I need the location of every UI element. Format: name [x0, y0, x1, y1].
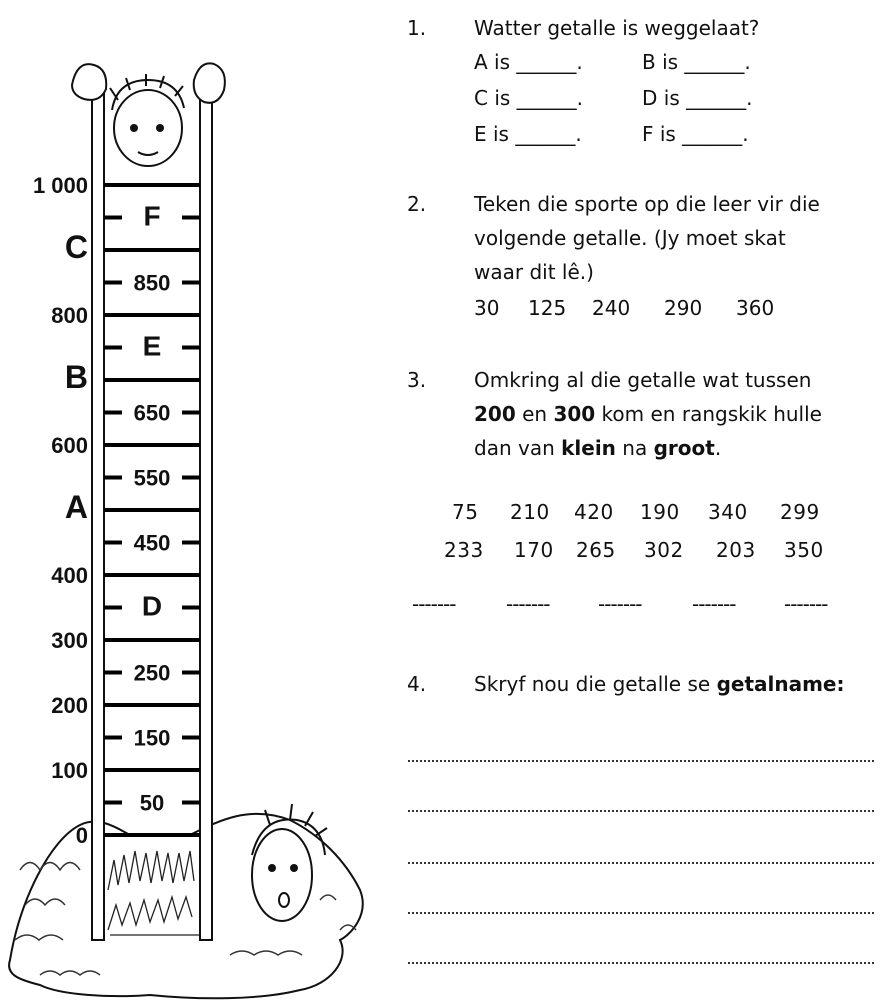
q3-answer-blank: ------- — [506, 592, 550, 616]
ground-outline — [9, 814, 363, 998]
q3-answer-blank: ------- — [692, 592, 736, 616]
q2-number-1: 30 — [474, 296, 500, 320]
rung-label: 450 — [133, 530, 171, 556]
q3-bold-groot: groot — [653, 436, 715, 460]
q2-line-2: volgende getalle. (Jy moet skat — [474, 226, 786, 250]
q4-text-plain: Skryf nou die getalle se — [474, 672, 717, 696]
left-scale-label: 800 — [51, 303, 88, 328]
q1-blank-b: B is ______. — [642, 50, 751, 74]
q3-row1-num: 75 — [452, 500, 479, 524]
q2-line-1: Teken die sporte op die leer vir die — [474, 192, 820, 216]
q3-row1-num: 340 — [708, 500, 748, 524]
rung-label: D — [141, 590, 163, 622]
ladder-left-rail — [92, 80, 104, 940]
rung-label: 550 — [133, 465, 171, 491]
q4-number: 4. — [407, 672, 427, 696]
rung-label: 650 — [133, 400, 171, 426]
q3-row2-num: 265 — [576, 538, 616, 562]
q2-number-4: 290 — [664, 296, 703, 320]
rung-label: E — [142, 330, 162, 362]
q3-bold-klein: klein — [561, 436, 616, 460]
top-face-eye-left — [130, 124, 138, 132]
q3-text-period: . — [714, 436, 722, 460]
rung-label: 50 — [139, 790, 165, 816]
q3-row2-num: 233 — [444, 538, 484, 562]
left-hand — [72, 64, 106, 100]
left-scale-label: C — [64, 229, 88, 265]
left-scale-label: 100 — [51, 758, 88, 783]
q1-blank-a: A is ______. — [474, 50, 583, 74]
q4-answer-line — [408, 810, 874, 812]
q3-answer-blank: ------- — [412, 592, 456, 616]
q4-answer-line — [408, 862, 874, 864]
q3-line-1: Omkring al die getalle wat tussen — [474, 368, 812, 392]
q3-text-na: na — [615, 436, 654, 460]
left-scale-label: B — [64, 359, 88, 395]
bottom-face-eye-right — [290, 864, 298, 872]
q4-text-bold: getalname: — [716, 672, 845, 696]
q3-row1-num: 299 — [780, 500, 820, 524]
left-scale-label: 400 — [51, 563, 88, 588]
q1-blank-e: E is ______. — [474, 122, 582, 146]
q3-text-rest: kom en rangskik hulle — [595, 402, 822, 426]
left-scale-label: 300 — [51, 628, 88, 653]
q4-text — [474, 668, 874, 700]
q3-answer-blank: ------- — [598, 592, 642, 616]
q3-line-2 — [474, 398, 874, 430]
rung-label: F — [143, 200, 161, 232]
rung-label: 850 — [133, 270, 171, 296]
q3-bold-200: 200 — [474, 402, 516, 426]
q2-number-2: 125 — [528, 296, 567, 320]
bottom-face-eye-left — [268, 864, 276, 872]
left-scale-label: 0 — [75, 823, 88, 848]
left-scale-label: 1 000 — [32, 173, 88, 198]
q3-text-en: en — [515, 402, 554, 426]
rung-label: 150 — [133, 725, 171, 751]
left-scale-label: A — [64, 489, 88, 525]
rung-label: 250 — [133, 660, 171, 686]
q3-row2-num: 302 — [644, 538, 684, 562]
q3-row2-num: 170 — [514, 538, 554, 562]
q3-row2-num: 350 — [784, 538, 824, 562]
grass — [108, 851, 200, 935]
q1-number: 1. — [407, 16, 427, 40]
ladder-right-rail — [200, 80, 212, 940]
q1-blank-c: C is ______. — [474, 86, 584, 110]
q4-answer-line — [408, 760, 874, 762]
q2-number: 2. — [407, 192, 427, 216]
q4-answer-line — [408, 962, 874, 964]
left-scale-label: 600 — [51, 433, 88, 458]
q1-title: Watter getalle is weggelaat? — [474, 16, 760, 40]
q3-bold-300: 300 — [553, 402, 596, 426]
q3-row1-num: 210 — [510, 500, 550, 524]
q3-row1-num: 190 — [640, 500, 680, 524]
ladder-illustration — [0, 0, 400, 1008]
q4-answer-line — [408, 912, 874, 914]
left-scale-label: 200 — [51, 693, 88, 718]
q3-line-3 — [474, 432, 874, 464]
q3-number: 3. — [407, 368, 427, 392]
top-face-eye-right — [156, 124, 164, 132]
q1-blank-d: D is ______. — [642, 86, 753, 110]
q3-text-dan: dan van — [474, 436, 562, 460]
q2-number-5: 360 — [736, 296, 775, 320]
q1-blank-f: F is ______. — [642, 122, 749, 146]
right-hand — [194, 63, 225, 102]
q3-row1-num: 420 — [574, 500, 614, 524]
q2-line-3: waar dit lê.) — [474, 260, 594, 284]
q3-answer-blank: ------- — [784, 592, 828, 616]
q2-number-3: 240 — [592, 296, 631, 320]
q3-row2-num: 203 — [716, 538, 756, 562]
